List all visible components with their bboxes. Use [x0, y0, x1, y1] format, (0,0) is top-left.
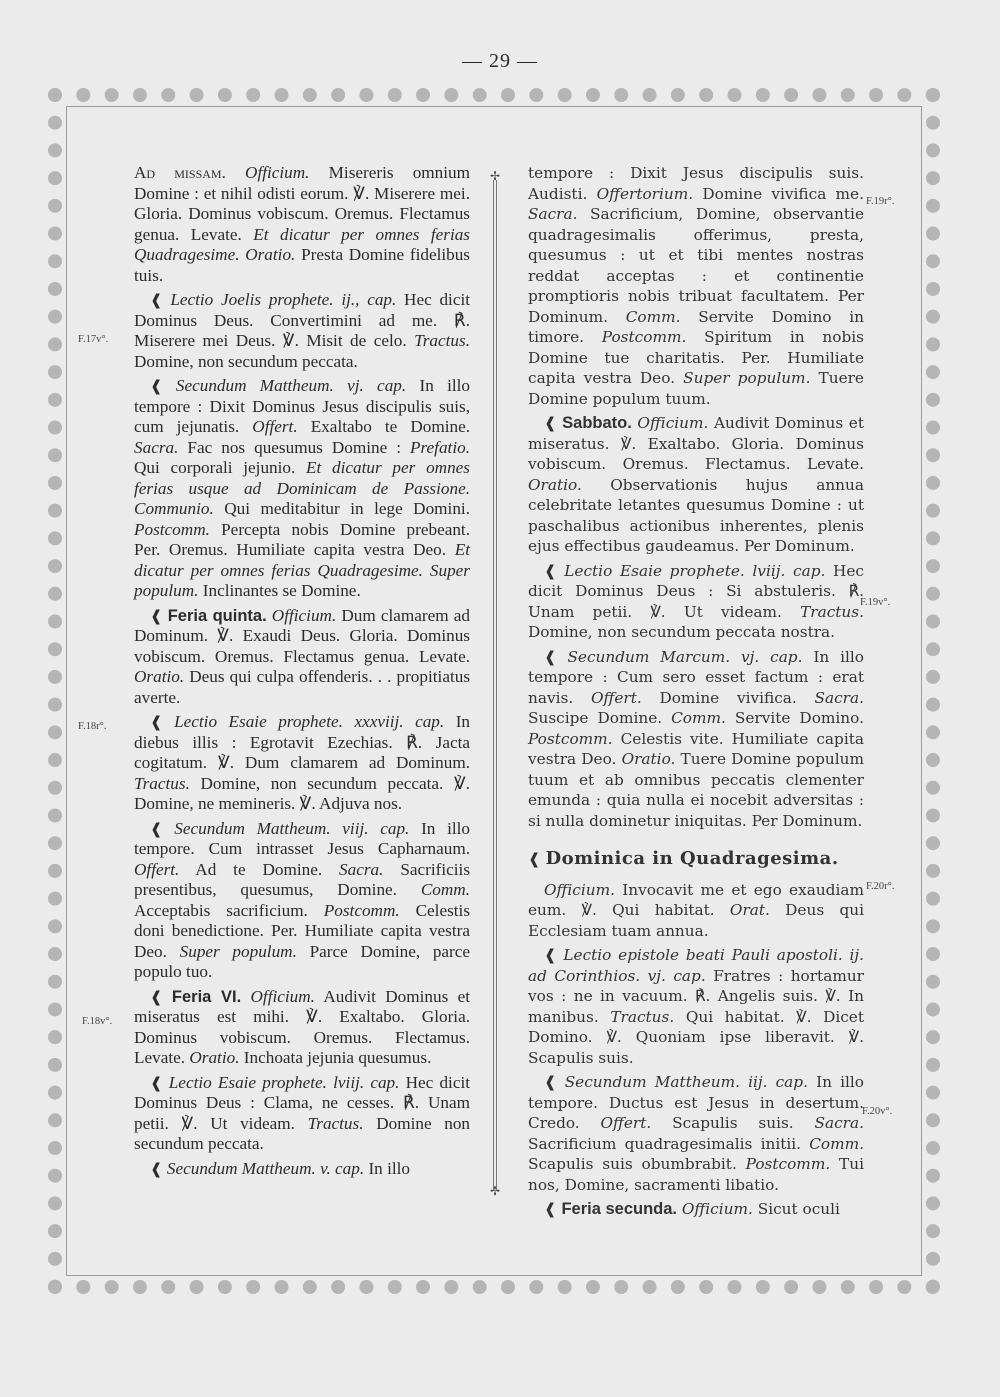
paragraph-sabbato: ❰ Sabbato. Officium. Audivit Dominus et miseratus. ℣. Exaltabo. Gloria. Dominus vobiscum. Oremus. Flectamus. Levate. Oratio. Observationis hujus annua celebritate letantes quesumus Domine : ut paschalibus actionibus inherentes, plenis ejus effectibus gaudeamus. Per Dominum. — [528, 414, 864, 555]
pilcrow-icon: ❰ — [150, 606, 163, 625]
paragraph-lectio-esaie-xxxviij: ❰ Lectio Esaie prophete. xxxviij. cap. In diebus illis : Egrotavit Ezechias. ℟. Jacta cogitatum. ℣. Dum clamarem ad Dominum. Tractus. Domine, non secundum peccata. ℣. Domine, ne memineris. ℣. Adjuva nos. — [134, 712, 471, 813]
paragraph-feria-secunda: ❰ Feria secunda. Officium. Sicut oculi — [544, 1200, 840, 1218]
pilcrow-icon: ❰ — [150, 1159, 163, 1178]
heading-dominica-in-quadragesima: ❰ Dominica in Quadragesima. — [528, 848, 839, 869]
margin-note-f17v: F.17v°. — [78, 334, 109, 345]
paragraph-officium-invocavit: Officium. Invocavit me et ego exaudiam eum. ℣. Qui habitat. Orat. Deus qui Ecclesiam tuam annua. — [528, 880, 864, 940]
margin-note-f20r: F.20r°. — [866, 881, 895, 892]
pilcrow-icon: ❰ — [150, 819, 163, 838]
paragraph-secundum-marcum: ❰ Secundum Marcum. vj. cap. In illo tempore : Cum sero esset factum : erat navis. Offert. Domine vivifica. Sacra. Suscipe Domine. Comm. Servite Domino. Postcomm. Celestis vite. Humiliate capita vestra Deo. Oratio. Tuere Domine populum tuum et ab omnibus peccatis clementer emunda : quia nulla ei nocebit adversitas : si nulla dominetur iniquitas. Per Dominum. — [528, 647, 864, 830]
pilcrow-icon: ❰ — [150, 987, 163, 1006]
paragraph-secundum-mattheum-iij: ❰ Secundum Mattheum. iij. cap. In illo tempore. Ductus est Jesus in desertum. Credo. Offert. Scapulis suis. Sacra. Sacrificium quadragesimalis initii. Comm. Scapulis suis obumbrabit. Postcomm. Tui nos, Domine, sacramenti libatio. — [528, 1073, 864, 1194]
pilcrow-icon: ❰ — [544, 647, 557, 666]
pilcrow-icon: ❰ — [544, 561, 557, 580]
paragraph-lectio-joelis: ❰ Lectio Joelis prophete. ij., cap. Hec dicit Dominus Deus. Convertimini ad me. ℟. Miserere mei Deus. ℣. Misit de celo. Tractus. Domine, non secundum peccata. — [134, 290, 470, 371]
pilcrow-icon: ❰ — [528, 850, 541, 868]
pilcrow-icon: ❰ — [150, 1073, 163, 1092]
paragraph-secundum-mattheum-viij: ❰ Secundum Mattheum. viij. cap. In illo tempore. Cum intrasset Jesus Capharnaum. Offert. Ad te Domine. Sacra. Sacrificiis presentibus, quesumus, Domine. Comm. Acceptabis sacrificium. Postcomm. Celestis doni benedictione. Per. Humiliate capita vestra Deo. Super populum. Parce Domine, parce populo tuo. — [134, 818, 471, 981]
pilcrow-icon: ❰ — [544, 1073, 557, 1091]
paragraph-secundum-mattheum-vj: ❰ Secundum Mattheum. vj. cap. In illo tempore : Dixit Dominus Jesus discipulis suis, cum jejunatis. Offert. Exaltabo te Domine. Sacra. Fac nos quesumus Domine : Prefatio. Qui corporali jejunio. Et dicatur per omnes ferias usque ad Dominicam de Passione. Communio. Qui meditabitur in lege Domini. Postcomm. Percepta nobis Domine prebeant. Per. Oremus. Humiliate capita vestra Deo. Et dicatur per omnes ferias Quadragesime. Super populum. Inclinantes se Domine. — [134, 376, 471, 600]
margin-note-f19r: F.19r°. — [866, 196, 895, 207]
pilcrow-icon: ❰ — [544, 414, 557, 432]
paragraph-ad-missam: Ad missam. Officium. Misereris omnium Domine : et nihil odisti eorum. ℣. Miserere mei. Gloria. Dominus vobiscum. Oremus. Flectamus genua. Levate. Et dicatur per omnes ferias Quadragesime. Oratio. Presta Domine fidelibus tuis. — [134, 163, 471, 285]
margin-note-f20v: F.20v°. — [862, 1106, 893, 1117]
column-divider — [493, 180, 497, 1190]
paragraph-lectio-epistole: ❰ Lectio epistole beati Pauli apostoli. ij. ad Corinthios. vj. cap. Fratres : hortamur vos : ne in vacuum. ℟. Angelis suis. ℣. In manibus. Tractus. Qui habitat. ℣. Dicet Domino. ℣. Quoniam ipse liberavit. ℣. Scapulis suis. — [528, 946, 864, 1067]
paragraph-lectio-esaie-lviij: ❰ Lectio Esaie prophete. lviij. cap. Hec dicit Dominus Deus : Clama, ne cesses. ℟. Unam petii. ℣. Ut videam. Tractus. Domine non secundum peccata. — [134, 1072, 471, 1153]
paragraph-continuation: tempore : Dixit Jesus discipulis suis. Audisti. Offertorium. Domine vivifica me. Sacra. Sacrificium, Domine, observantie quadragesimalis offerimus, presta, quesumus : ut et tibi mentes nostras reddat acceptas : et continentie promptioris nobis tribuat facultatem. Per Dominum. Comm. Servite Domino in timore. Postcomm. Spiritum in nobis Domine tue charitatis. Per. Humiliate capita vestra Deo. Super populum. Tuere Domine populum tuum. — [528, 164, 864, 408]
page-number: — 29 — — [462, 50, 538, 72]
margin-note-f18v: F.18v°. — [82, 1016, 113, 1027]
pilcrow-icon: ❰ — [150, 713, 163, 731]
paragraph-feria-vi: ❰ Feria VI. Officium. Audivit Dominus et miseratus est mihi. ℣. Exaltabo. Gloria. Dominus vobiscum. Oremus. Flectamus. Levate. Oratio. Inchoata jejunia quesumus. — [134, 986, 471, 1067]
pilcrow-icon: ❰ — [544, 946, 557, 964]
right-column — [528, 163, 864, 1224]
divider-bottom-ornament: ✢ — [489, 1184, 501, 1198]
pilcrow-icon: ❰ — [150, 291, 163, 309]
divider-top-ornament: ✢ — [489, 169, 501, 183]
paragraph-lectio-esaie-lviij-right: ❰ Lectio Esaie prophete. lviij. cap. Hec dicit Dominus Deus : Si abstuleris. ℟. Unam petii. ℣. Ut videam. Tractus. Domine, non secundum peccata nostra. — [528, 561, 864, 641]
margin-note-f18r: F.18r°. — [78, 721, 107, 732]
margin-note-f19v: F.19v°. — [860, 597, 891, 608]
left-column — [134, 163, 470, 1183]
pilcrow-icon: ❰ — [544, 1200, 557, 1218]
paragraph-feria-quinta: ❰ Feria quinta. Officium. Dum clamarem ad Dominum. ℣. Exaudi Deus. Gloria. Dominus vobiscum. Oremus. Flectamus genua. Levate. Oratio. Deus qui culpa offenderis. . . propitiatus averte. — [134, 605, 471, 707]
pilcrow-icon: ❰ — [150, 377, 163, 395]
paragraph-secundum-mattheum-v: ❰ Secundum Mattheum. v. cap. In illo — [150, 1158, 410, 1178]
